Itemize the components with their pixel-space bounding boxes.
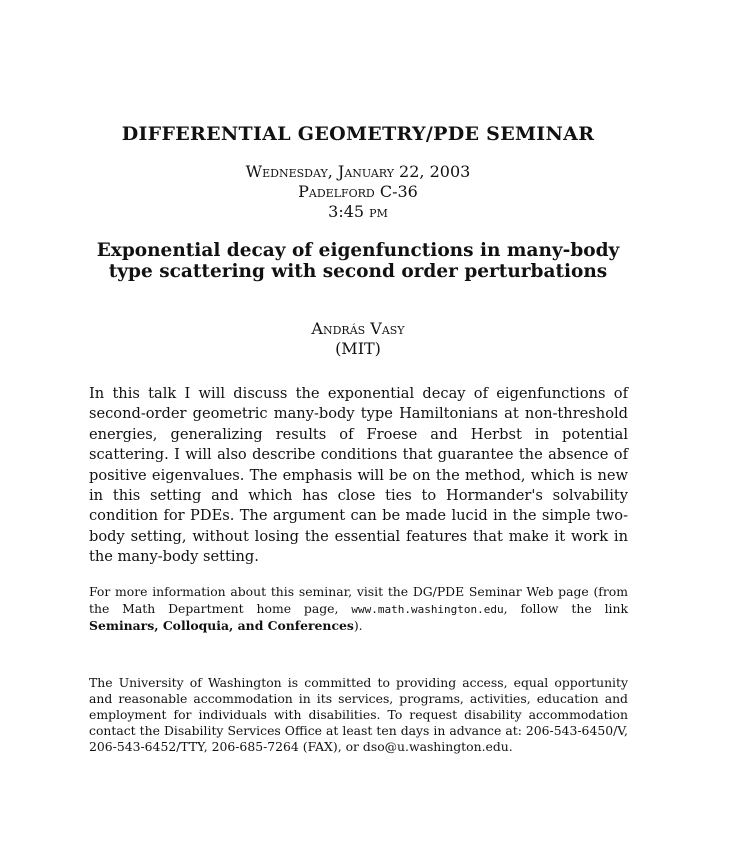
department-url: www.math.washington.edu — [351, 602, 504, 616]
seminar-date: Wednesday, January 22, 2003 — [245, 162, 471, 181]
seminar-title: DIFFERENTIAL GEOMETRY/PDE SEMINAR — [121, 123, 595, 145]
talk-title-line-1: Exponential decay of eigenfunctions in many-body — [96, 240, 620, 261]
seminars-link: Seminars, Colloquia, and Conferences — [89, 618, 354, 633]
talk-title-line-2: type scattering with second order perturbations — [108, 261, 608, 282]
speaker-affiliation: (MIT) — [335, 339, 381, 358]
accessibility-statement: The University of Washington is committed to providing access, equal opportunity and reasonable accommodation in its services, programs, activities, education and employment for individuals with disabilities. To request disability accommodation contact the Disability Services Office at least ten days in advance at: 206-543-6450/V, 206-543-6452/TTY, 206-685-7264 (FAX), or dso@u.washington.edu. — [89, 675, 628, 755]
more-info-middle: , follow the link — [503, 600, 629, 616]
seminar-time: 3:45 pm — [328, 202, 388, 221]
abstract: In this talk I will discuss the exponential decay of eigenfunctions of second-order geometric many-body type Hamiltonians at non-threshold energies, generalizing results of Froese and Herbst in potential scattering. I will also describe conditions that guarantee the absence of positive eigenvalues. The emphasis will be on the method, which is new in this setting and which has close ties to Hormander's solvability condition for PDEs. The argument can be made lucid in the simple two-body setting, without losing the essential features that make it work in the many-body setting. — [89, 385, 628, 566]
more-info-suffix: ). — [353, 618, 363, 633]
talk-title — [0, 240, 716, 282]
more-info-prefix: For more information about this seminar, visit the DG/PDE Seminar Web page (from the Math Department home page, — [89, 584, 628, 616]
seminar-room: Padelford C-36 — [298, 182, 418, 201]
more-info — [89, 584, 628, 635]
speaker-name: András Vasy — [311, 319, 405, 338]
